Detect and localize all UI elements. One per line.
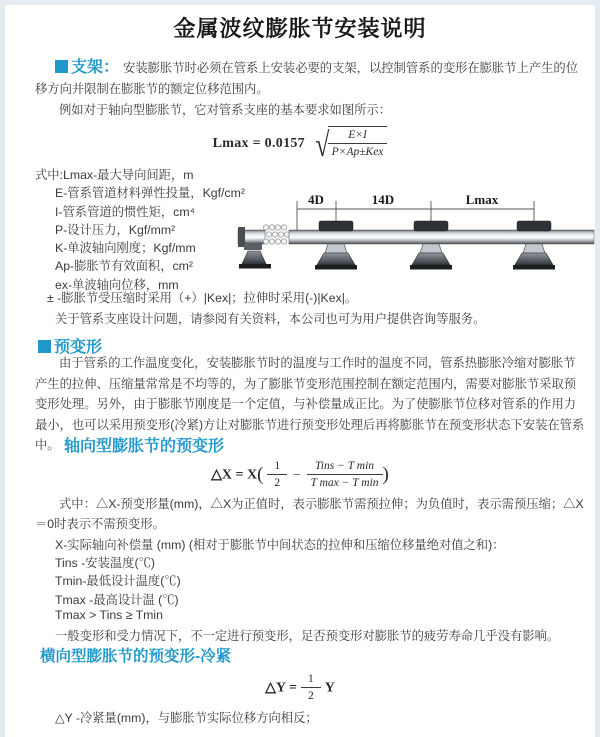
fraction-denominator: T max − T min [310, 477, 379, 490]
dim-label-4d: 4D [308, 192, 324, 207]
formula-lhs: Lmax = 0.0157 [212, 136, 305, 152]
section-square-icon [55, 60, 68, 73]
definition-item: K-单波轴向刚度；Kgf/mm [55, 241, 196, 256]
axial-definition-item: Tins -安装温度(℃) [55, 556, 155, 571]
axial-definition-item: Tmax > Tins ≥ Tmin [55, 607, 163, 622]
fraction-numerator: Tins − T min [307, 458, 383, 475]
half-fraction [301, 671, 321, 705]
formula-lhs: △Y = [265, 680, 297, 696]
formula-rhs: Y [324, 680, 335, 696]
section-heading-support: 支架： [71, 59, 120, 76]
formula-lhs: △X = X [211, 467, 258, 483]
fraction-numerator: 1 [267, 458, 287, 475]
temperature-fraction [307, 458, 383, 492]
subheading-axial-predeform: 轴向型膨胀节的预变形 [64, 438, 225, 455]
plus-minus-note: ± -膨胀节受压缩时采用（+）|Kex|；拉伸时采用(-)|Kex|。 [47, 291, 358, 305]
axial-definition-item: Tmin-最低设计温度(℃) [55, 574, 181, 589]
fraction-denominator: 2 [274, 477, 281, 490]
definition-item: P-设计压力，Kgf/mm² [55, 222, 176, 237]
service-note: 关于管系支座设计问题，请参阅有关资料，本公司也可为用户提供咨询等服务。 [55, 312, 486, 326]
anchor-support [239, 244, 271, 269]
bellows-icon [263, 225, 289, 244]
predeform-body-paragraph: 由于管系的工作温度变化，安装膨胀节时的温度与工作时的温度不同，管系热膨胀冷缩对膨胀节产生的拉伸、压缩量常常是不均等的，为了膨胀节变形范围控制在额定范围内，需要对膨胀节采取预变形处理。另外，由于膨胀节刚度是一个定值，与补偿量成正比。为了使膨胀节位移对管系的作用力最小，也可以采用预变形(冷紧)方让对膨胀节进行预变形处理后再将膨胀节在预变形状态下安装在管系中。 [35, 356, 585, 452]
definitions-list [35, 183, 245, 293]
definitions-lead: 式中:Lmax-最大导向间距，m [35, 168, 194, 182]
axial-definition-item: 一般变形和受力情况下，不一定进行预变形，足否预变形对膨胀节的疲劳寿命几乎没有影响。 [55, 628, 560, 643]
dim-label-lmax: Lmax [465, 192, 499, 207]
definition-item: Ap-膨胀节有效面积，cm² [55, 259, 193, 274]
page-title: 金属波纹膨胀节安装说明 [173, 16, 427, 41]
guide-spacing-formula: Lmax = 0.0157 √ $\frac{E\times I}{\text{P×Ap±Kex}}$ [0, 126, 600, 161]
definition-item: ex-单波轴向位移，mm [55, 277, 179, 292]
support-intro-text: 安装膨胀节时必须在管系上安装必要的支架，以控制管系的变形在膨胀节上产生的位移方向并限制在膨胀节的额定位移范围内。 [35, 61, 579, 96]
fraction-numerator: E×I [328, 127, 388, 144]
fraction-denominator: P×Ap±Kex [331, 146, 384, 159]
close-paren: ) [382, 463, 389, 485]
pipe-flange [238, 227, 245, 247]
open-paren: ( [257, 463, 264, 485]
definition-item: E-管系管道材料弹性投量，Kgf/cm² [55, 186, 245, 201]
fraction-numerator: 1 [301, 671, 321, 688]
axial-definition-item: X-实际轴向补偿量 (mm) (相对于膨胀节中间状态的拉伸和压缩位移量绝对值之和)： [55, 538, 505, 552]
pipe-support-2 [410, 221, 452, 270]
dim-label-14d: 14D [371, 192, 395, 207]
lateral-predeform-formula [0, 671, 600, 705]
pipe [289, 230, 594, 244]
pipe-support-1 [315, 221, 357, 270]
half-fraction [267, 458, 287, 492]
axial-definition-list [55, 535, 595, 644]
symbol-definitions [35, 165, 245, 293]
pipe-support-diagram [236, 190, 600, 276]
fraction-denominator: 2 [307, 690, 314, 703]
formula-fraction [328, 126, 388, 161]
subheading-lateral-predeform: 横向型膨胀节的预变形-冷紧 [40, 648, 232, 665]
axial-explain-paragraph: 式中：△X-预变形量(mm)，△X为正值时，表示膨胀节需预拉伸；为负值时，表示需预压缩；△X＝0时表示不需预变形。 [35, 497, 584, 531]
support-example-line: 例如对于轴向型膨胀节，它对管系支座的基本要求如图所示： [59, 103, 392, 117]
minus-operator: − [293, 466, 301, 482]
axial-predeform-formula [0, 458, 600, 492]
support-intro-paragraph [35, 57, 586, 100]
lateral-explain-line: △Y -冷紧量(mm)，与膨胀节实际位移方向相反； [55, 711, 318, 725]
axial-definition-item: Tmax -最高设计温 (℃) [55, 592, 179, 607]
section-heading-predeform: 预变形 [54, 339, 103, 356]
pipe-support-3 [513, 221, 555, 270]
section-square-icon [38, 340, 51, 353]
definition-item: I-管系管道的惯性矩，cm⁴ [55, 204, 195, 219]
